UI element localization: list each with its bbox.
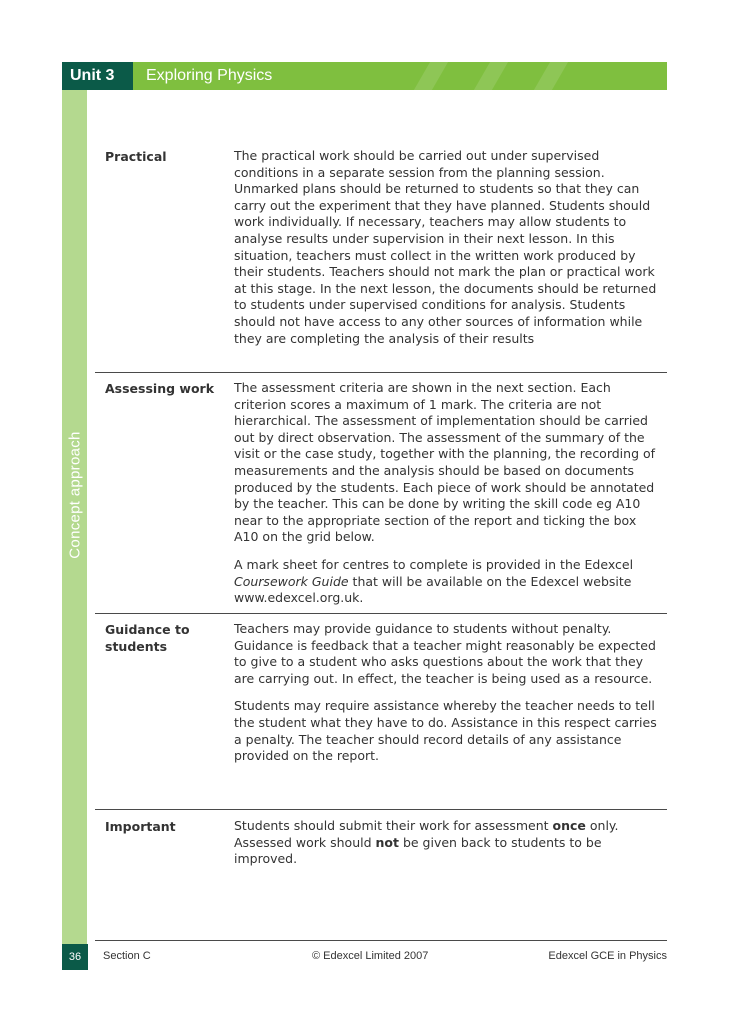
footer-section: Section C	[103, 950, 151, 962]
row-important	[95, 810, 667, 870]
page-number: 36	[62, 944, 88, 970]
row-text	[234, 818, 667, 868]
sidebar-label: Concept approach	[66, 431, 84, 559]
row-assessing-work	[95, 373, 667, 614]
row-label: Assessing work	[105, 381, 215, 396]
footer-copyright: © Edexcel Limited 2007	[312, 950, 429, 962]
paragraph: The practical work should be carried out under supervised conditions in a separate session from the planning session. Unmarked plans should be returned to students so that they can carry out the experiment that they have planned. Students should work individually. If necessary, teachers may allow students to analyse results under supervision in their next lesson. In this situation, teachers must collect in the written work produced by their students. Teachers should not mark the plan or practical work at this stage. In the next lesson, the documents should be returned to students under supervised conditions for analysis. Students should not have access to any other sources of information while they are completing the analysis of their results	[234, 148, 657, 346]
paragraph: Teachers may provide guidance to students without penalty. Guidance is feedback that a teacher might reasonably be expected to give to a student who asks questions about the work that they are carrying out. In effect, the teacher is being used as a resource.	[234, 621, 656, 686]
italic-title: Coursework Guide	[234, 573, 349, 589]
footer-rule	[95, 940, 667, 941]
decorative-stripe	[474, 62, 508, 90]
content-table	[95, 140, 667, 870]
text-span: Students should submit their work for assessment	[234, 818, 553, 833]
paragraph	[234, 818, 659, 868]
paragraph: Students may require assistance whereby the teacher needs to tell the student what they have to do. Assistance in this respect carries a penalty. The teacher should record details of any assistance provided on the report.	[234, 698, 657, 764]
row-text	[234, 380, 667, 607]
footer-publication: Edexcel GCE in Physics	[548, 950, 667, 962]
decorative-stripe	[414, 62, 448, 90]
row-label: Guidance to students	[105, 622, 190, 654]
text-span: A mark sheet for centres to complete is provided in the Edexcel	[234, 556, 634, 572]
row-text	[234, 148, 667, 347]
emphasis: not	[375, 834, 399, 850]
row-label: Practical	[105, 149, 167, 164]
decorative-stripe	[534, 62, 568, 90]
text-span: that will be available on the Edexcel website www.edexcel.org.uk.	[234, 573, 632, 606]
emphasis: once	[552, 818, 586, 833]
paragraph	[234, 557, 659, 607]
unit-title: Exploring Physics	[146, 67, 273, 84]
row-practical	[95, 140, 667, 373]
text-span: be given back to students to be improved.	[234, 834, 602, 867]
row-text	[234, 621, 667, 765]
header-band	[62, 62, 667, 90]
text-span: only. Assessed work should	[234, 818, 619, 850]
row-guidance-to-students	[95, 614, 667, 810]
paragraph: The assessment criteria are shown in the next section. Each criterion scores a maximum of 1 mark. The criteria are not hierarchical. The assessment of implementation should be carried out by direct observation. The assessment of the summary of the visit or the case study, together with the planning, the recording of measurements and the analysis should be based on documents produced by the students. Each piece of work should be annotated by the teacher. This can be done by writing the skill code eg A10 near to the appropriate section of the report and ticking the box A10 on the grid below.	[234, 380, 656, 545]
row-label: Important	[105, 819, 176, 834]
unit-label: Unit 3	[62, 62, 133, 90]
